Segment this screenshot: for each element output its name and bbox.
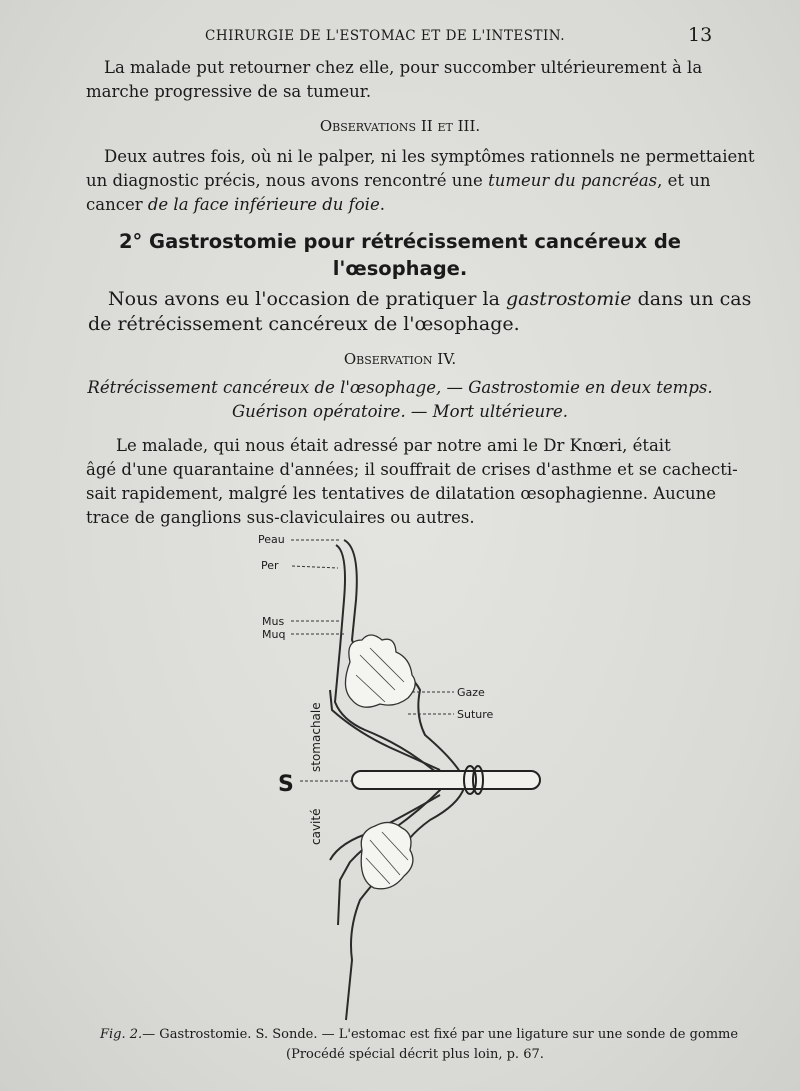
emphasis-text: de la face inférieure du foie <box>147 195 380 214</box>
observation-subtitle: Guérison opératoire. — Mort ultérieure. <box>231 402 569 421</box>
label-suture: Suture <box>457 708 494 721</box>
text-run: cancer <box>86 195 148 214</box>
caption-text: — Gastrostomie. S. Sonde. — L'estomac est fixé par une ligature sur une sonde de gomme <box>142 1027 739 1042</box>
text-run: Nous avons eu l'occasion de pratiquer la <box>108 288 506 310</box>
text-run: . <box>379 195 385 214</box>
emphasis-text: tumeur du pancréas <box>488 171 658 190</box>
text-line: La malade put retourner chez elle, pour succomber ultérieurement à la <box>104 58 703 77</box>
text-line: Le malade, qui nous était adressé par notre ami le Dr Knœri, était <box>116 436 671 455</box>
observation-subtitle: Rétrécissement cancéreux de l'œsophage, — Gastrostomie en deux temps. <box>87 378 713 397</box>
text-run: un diagnostic précis, nous avons rencontré une <box>86 171 489 190</box>
text-line: Deux autres fois, où ni le palper, ni les symptômes rationnels ne permettaient <box>104 147 755 166</box>
label-muq: Muq <box>262 628 286 641</box>
section-title-line: 2° Gastrostomie pour rétrécissement cancéreux de <box>118 230 682 253</box>
label-gaze: Gaze <box>457 686 485 699</box>
figure-number: Fig. 2. <box>100 1027 143 1042</box>
label-stomachale: stomachale <box>309 702 323 772</box>
figure-caption <box>100 1025 738 1045</box>
text-run: , et un <box>657 171 711 190</box>
label-cavite: cavité <box>309 808 323 845</box>
gauze-mass <box>345 635 415 889</box>
text-line: marche progressive de sa tumeur. <box>86 82 372 101</box>
observation-heading: Observation IV. <box>343 350 457 368</box>
page-number: 13 <box>688 24 713 46</box>
text-run: dans un cas <box>631 288 752 310</box>
text-line: sait rapidement, malgré les tentatives de dilatation œsophagienne. Aucune <box>86 484 717 503</box>
label-s: S <box>278 772 294 797</box>
figure-caption-line2: (Procédé spécial décrit plus loin, p. 67. <box>286 1047 544 1062</box>
emphasis-text: gastrostomie <box>505 288 632 310</box>
intro-line: de rétrécissement cancéreux de l'œsophage. <box>88 313 520 335</box>
running-head: CHIRURGIE DE L'ESTOMAC ET DE L'INTESTIN. <box>205 28 566 44</box>
observation-heading: Observations II et III. <box>319 117 481 135</box>
section-title-line: l'œsophage. <box>332 257 468 280</box>
sonde-tube <box>352 766 540 794</box>
label-mus: Mus <box>262 615 285 628</box>
label-per: Per <box>261 559 279 572</box>
text-line: trace de ganglions sus-claviculaires ou autres. <box>86 508 475 527</box>
label-peau: Peau <box>258 533 285 546</box>
text-line: âgé d'une quarantaine d'années; il souffrait de crises d'asthme et se cachecti- <box>86 460 738 479</box>
